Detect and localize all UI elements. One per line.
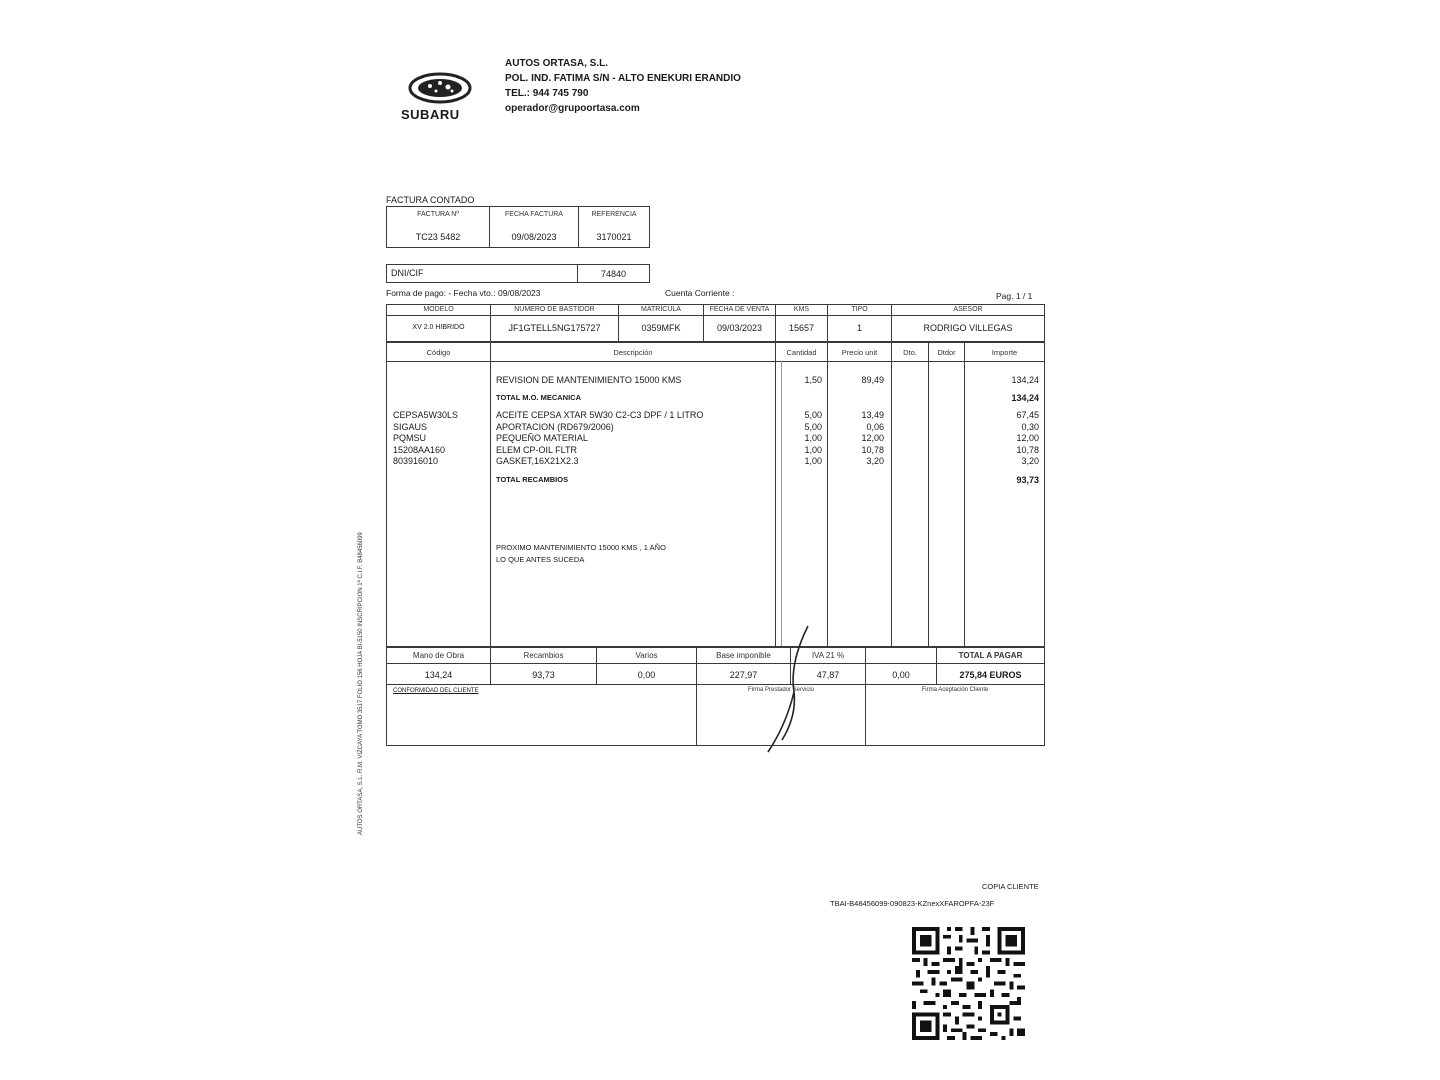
- registry-side-text: AUTOS ORTASA, S.L. R.M. VIZCAYA TOMO 3517 FOLIO 156 HOJA BI-5150 INSCRIPCION 1ª C.I.F. B48456099: [358, 532, 364, 835]
- items-header-code: Código: [426, 348, 451, 357]
- list-item: 13,49: [861, 410, 884, 420]
- maintenance-note-line2: LO QUE ANTES SUCEDA: [496, 555, 585, 564]
- totals-labor: 134,24: [424, 670, 453, 680]
- invoice-header-box: [386, 206, 650, 248]
- labor-total: 134,24: [1011, 393, 1039, 403]
- company-name: AUTOS ORTASA, S.L.: [505, 58, 608, 69]
- items-header-discount: Dto.: [903, 348, 917, 357]
- list-item: ACEITE CEPSA XTAR 5W30 C2-C3 DPF / 1 LITRO: [496, 410, 704, 420]
- vehicle-header-type: TIPO: [851, 306, 868, 313]
- provider-signature-label: Firma Prestador Servicio: [747, 687, 815, 693]
- totals-other: 0,00: [892, 670, 910, 680]
- part-codes: [393, 410, 458, 468]
- list-item: 12,00: [861, 433, 884, 443]
- labor-total-label: TOTAL M.O. MECANICA: [496, 393, 581, 402]
- list-item: 1,00: [804, 444, 822, 455]
- dni-label: DNI/CIF: [391, 268, 424, 278]
- list-item: PEQUEÑO MATERIAL: [496, 433, 588, 443]
- list-item: 10,78: [1016, 444, 1039, 455]
- tbai-code: TBAI-B48456099-090823-KZnexXFAROPFA-23F: [830, 899, 995, 908]
- conformity-label: CONFORMIDAD DEL CLIENTE: [393, 688, 479, 694]
- vehicle-header-plate: MATRÍCULA: [641, 306, 681, 313]
- vehicle-header-advisor: ASESOR: [953, 306, 983, 313]
- logo-wordmark: SUBARU: [401, 107, 460, 122]
- vehicle-kms: 15657: [788, 323, 815, 333]
- list-item: 5,00: [804, 421, 822, 432]
- totals-parts: 93,73: [532, 670, 555, 680]
- company-info: [505, 56, 741, 116]
- list-item: PQMSU: [393, 433, 427, 443]
- list-item: 3,20: [1021, 456, 1039, 466]
- payment-info: Forma de pago: - Fecha vto.: 09/08/2023: [386, 288, 541, 298]
- invoice-reference-label: REFERENCIA: [591, 211, 637, 218]
- page-number: Pag. 1 / 1: [996, 291, 1033, 301]
- vehicle-table: [386, 304, 1045, 342]
- account-info: Cuenta Corriente :: [665, 288, 735, 298]
- list-item: 803916010: [393, 456, 439, 466]
- qr-code-icon: [912, 927, 1025, 1040]
- invoice-type-title: FACTURA CONTADO: [386, 195, 475, 205]
- items-table: [386, 342, 1045, 647]
- signature-icon: [760, 622, 820, 757]
- list-item: APORTACION (RD679/2006): [496, 421, 614, 432]
- list-item: 1,00: [804, 433, 822, 443]
- subaru-logo: [400, 70, 480, 124]
- vehicle-header-kms: KMS: [793, 306, 810, 313]
- totals-header-parts: Recambios: [523, 651, 564, 660]
- list-item: 12,00: [1016, 433, 1039, 443]
- labor-amount: 134,24: [1011, 375, 1039, 385]
- dni-value: 74840: [600, 269, 627, 279]
- labor-price: 89,49: [861, 375, 884, 385]
- maintenance-note-line1: PROXIMO MANTENIMIENTO 15000 KMS , 1 AÑO: [496, 543, 666, 552]
- client-signature-label: Firma Aceptación Cliente: [921, 687, 989, 693]
- list-item: 15208AA160: [393, 444, 446, 455]
- invoice-number-label: FACTURA Nº: [417, 211, 459, 218]
- totals-header-vat: IVA 21 %: [811, 651, 845, 660]
- part-prices: [828, 410, 884, 468]
- vehicle-model: XV 2.0 HIBRIDO: [412, 324, 465, 331]
- items-header-amount: Importe: [991, 348, 1018, 357]
- totals-header-tax-base: Base imponible: [716, 651, 771, 660]
- labor-description: REVISION DE MANTENIMIENTO 15000 KMS: [496, 375, 682, 385]
- totals-tax-base: 227,97: [729, 670, 758, 680]
- part-descriptions: [496, 410, 703, 468]
- list-item: 3,20: [866, 456, 884, 466]
- vehicle-header-sale-date: FECHA DE VENTA: [709, 306, 770, 313]
- totals-misc: 0,00: [637, 670, 656, 680]
- list-item: 0,06: [866, 421, 884, 432]
- vehicle-vin: JF1GTELL5NG175727: [508, 323, 601, 333]
- list-item: ELEM CP-OIL FLTR: [496, 444, 578, 455]
- part-quantities: [776, 410, 822, 468]
- company-email: operador@grupoortasa.com: [505, 103, 640, 114]
- vehicle-advisor: RODRIGO VILLEGAS: [923, 323, 1013, 333]
- parts-total: 93,73: [1016, 475, 1039, 485]
- labor-quantity: 1,50: [804, 375, 822, 385]
- totals-vat: 47,87: [816, 670, 840, 680]
- invoice-number: TC23 5482: [415, 232, 461, 242]
- copy-label: COPIA CLIENTE: [982, 882, 1039, 891]
- list-item: 67,45: [1016, 410, 1039, 420]
- invoice-date: 09/08/2023: [511, 232, 557, 242]
- list-item: 0,30: [1021, 421, 1039, 432]
- totals-grand-total: 275,84 EUROS: [959, 670, 1022, 680]
- items-header-description: Descripción: [613, 348, 653, 357]
- parts-total-label: TOTAL RECAMBIOS: [496, 475, 569, 484]
- list-item: GASKET,16X21X2.3: [496, 456, 579, 466]
- list-item: 10,78: [861, 444, 884, 455]
- items-header-discount-value: Dtdor: [937, 348, 956, 357]
- totals-header-misc: Varios: [635, 651, 658, 660]
- vehicle-sale-date: 09/03/2023: [716, 323, 763, 333]
- items-header-unit-price: Precio unit: [841, 348, 878, 357]
- list-item: CEPSA5W30LS: [393, 410, 459, 420]
- part-amounts: [965, 410, 1039, 468]
- subaru-emblem-icon: [400, 70, 480, 106]
- vehicle-type: 1: [856, 323, 862, 333]
- invoice-date-label: FECHA FACTURA: [505, 211, 563, 218]
- vehicle-plate: 0359MFK: [641, 323, 681, 333]
- vehicle-header-model: MODELO: [423, 306, 454, 313]
- list-item: 5,00: [804, 410, 822, 420]
- totals-header-labor: Mano de Obra: [412, 651, 465, 660]
- dni-box: [386, 264, 650, 283]
- company-address: POL. IND. FATIMA S/N - ALTO ENEKURI ERANDIO: [505, 73, 741, 84]
- company-phone: TEL.: 944 745 790: [505, 88, 589, 99]
- totals-header-total: TOTAL A PAGAR: [958, 651, 1023, 660]
- vehicle-header-vin: NÚMERO DE BASTIDOR: [514, 306, 595, 313]
- items-header-quantity: Cantidad: [786, 348, 817, 357]
- totals-table: [386, 647, 1045, 746]
- invoice-reference: 3170021: [596, 232, 632, 242]
- list-item: 1,00: [804, 456, 822, 466]
- list-item: SIGAUS: [393, 421, 428, 432]
